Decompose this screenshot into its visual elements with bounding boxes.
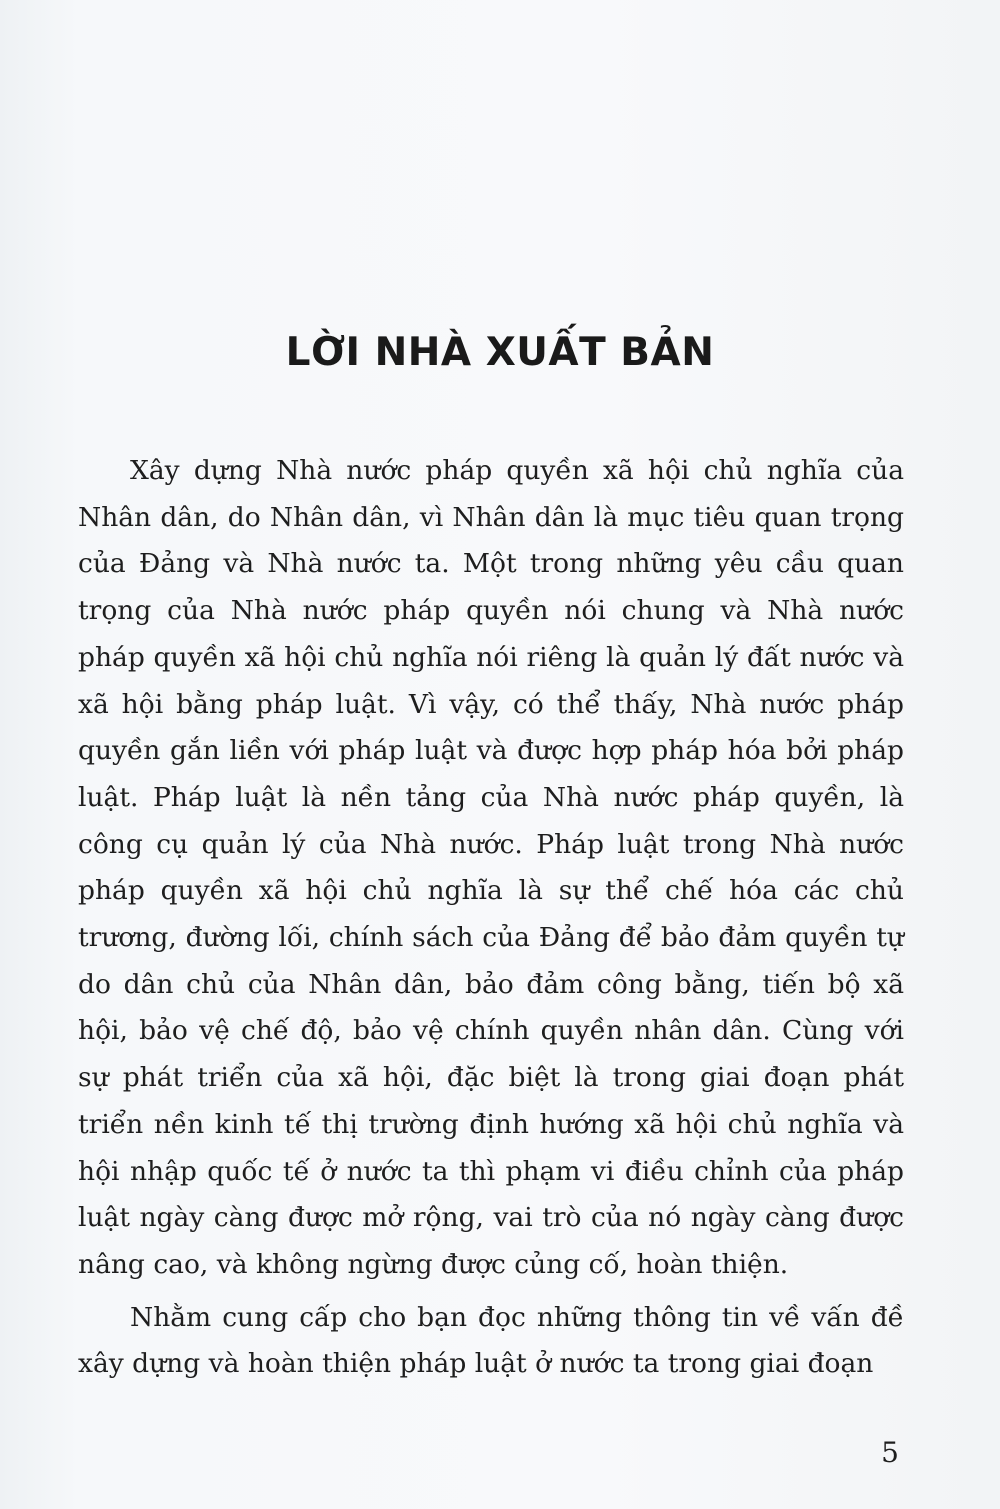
show-through-text — [80, 100, 910, 360]
paragraph-1: Xây dựng Nhà nước pháp quyền xã hội chủ nghĩa của Nhân dân, do Nhân dân, vì Nhân dân là mục tiêu quan trọng của Đảng và Nhà nước ta. Một trong những yêu cầu quan trọng của Nhà nước pháp quyền nói chung và Nhà nước pháp quyền xã hội chủ nghĩa nói riêng là quản lý đất nước và xã hội bằng pháp luật. Vì vậy, có thể thấy, Nhà nước pháp quyền gắn liền với pháp luật và được hợp pháp hóa bởi pháp luật. Pháp luật là nền tảng của Nhà nước pháp quyền, là công cụ quản lý của Nhà nước. Pháp luật trong Nhà nước pháp quyền xã hội chủ nghĩa là sự thể chế hóa các chủ trương, đường lối, chính sách của Đảng để bảo đảm quyền tự do dân chủ của Nhân dân, bảo đảm công bằng, tiến bộ xã hội, bảo vệ chế độ, bảo vệ chính quyền nhân dân. Cùng với sự phát triển của xã hội, đặc biệt là trong giai đoạn phát triển nền kinh tế thị trường định hướng xã hội chủ nghĩa và hội nhập quốc tế ở nước ta thì phạm vi điều chỉnh của pháp luật ngày càng được mở rộng, vai trò của nó ngày càng được nâng cao, và không ngừng được củng cố, hoàn thiện. — [78, 455, 904, 1280]
paragraph-2: Nhằm cung cấp cho bạn đọc những thông tin về vấn đề xây dựng và hoàn thiện pháp luật ở nước ta trong giai đoạn — [78, 1301, 904, 1380]
page-title: LỜI NHÀ XUẤT BẢN — [285, 330, 715, 375]
body-text — [78, 448, 904, 1388]
page-number: 5 — [881, 1436, 899, 1469]
